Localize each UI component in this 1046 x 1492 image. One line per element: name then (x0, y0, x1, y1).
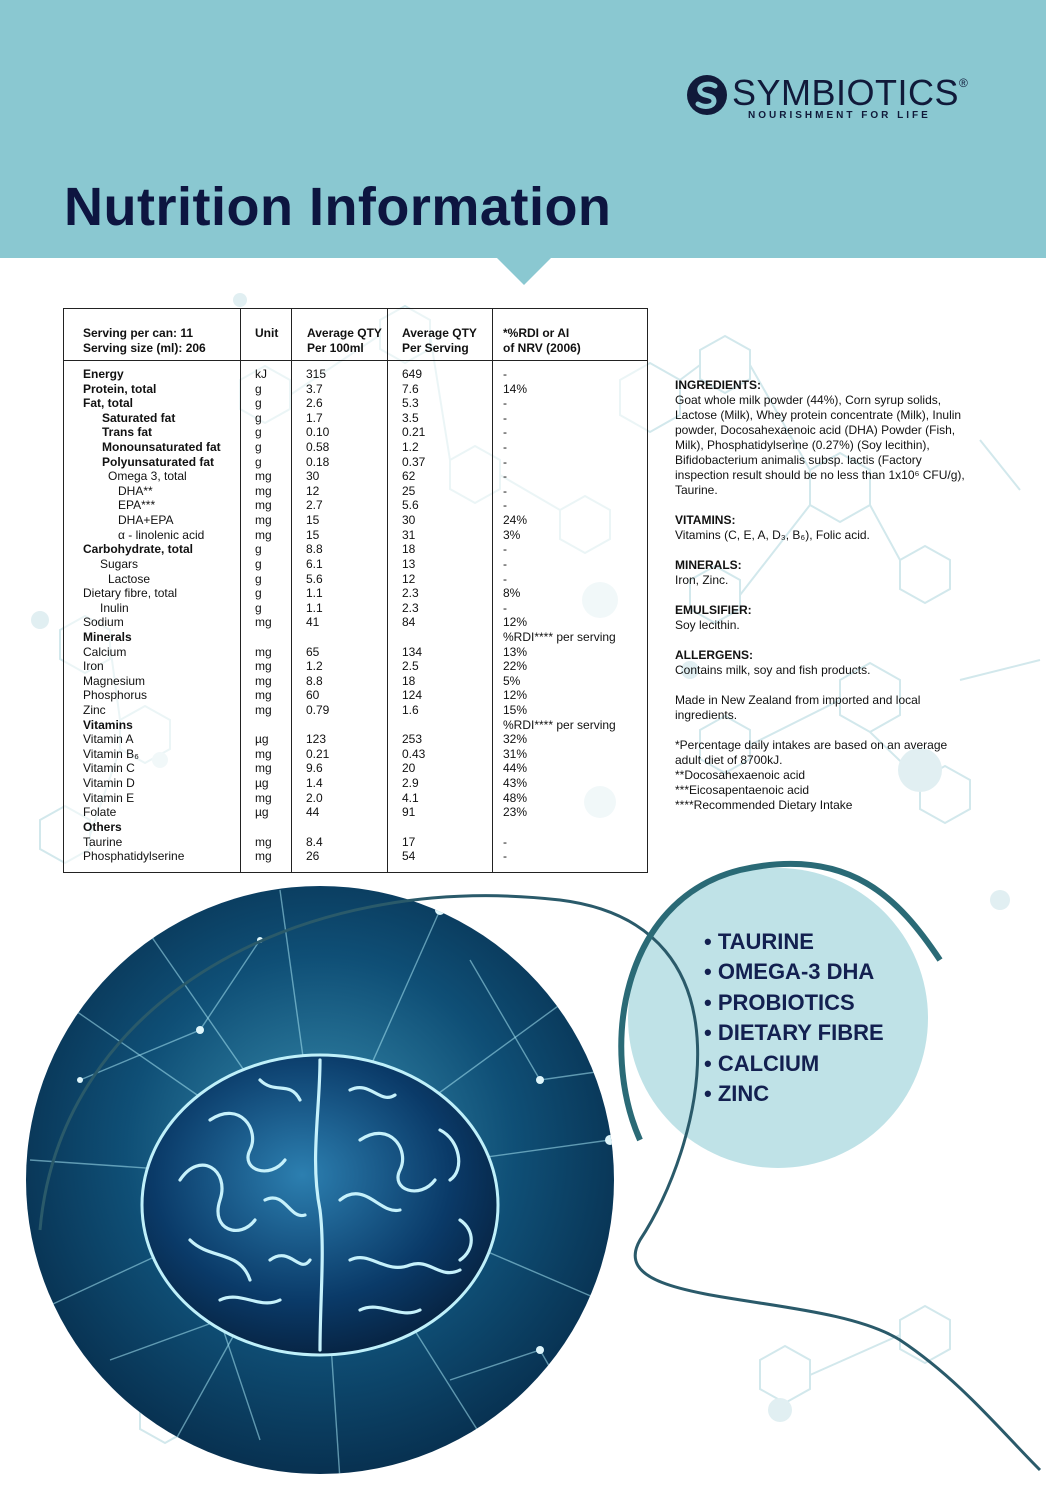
row-per-100ml: 2.6 (306, 396, 323, 411)
row-per-serving: 649 (402, 367, 423, 381)
row-name: Energy (83, 367, 124, 381)
row-per-100ml: 1.7 (306, 410, 323, 425)
table-row (64, 849, 647, 864)
row-per-serving: 84 (402, 615, 416, 630)
row-unit: mg (255, 644, 272, 659)
row-per-100ml: 30 (306, 469, 320, 484)
glowing-brain-neural-network-icon (20, 880, 620, 1480)
row-per-100ml: 2.7 (306, 498, 323, 513)
row-rdi: - (503, 440, 507, 455)
row-per-serving: 0.21 (402, 425, 426, 440)
footnote-epa: ***Eicosapentaenoic acid (675, 783, 810, 797)
row-rdi: 31% (503, 746, 528, 761)
row-per-serving: 1.6 (402, 703, 419, 718)
table-row (64, 440, 647, 455)
serving-size: Serving size (ml): 206 (83, 341, 206, 355)
table-row (64, 776, 647, 791)
row-unit: mg (255, 761, 272, 776)
row-unit: g (255, 586, 262, 601)
row-rdi: 12% (503, 615, 528, 630)
row-unit: g (255, 454, 262, 469)
brand-logo (686, 72, 976, 122)
highlight-item: • DIETARY FIBRE (704, 1018, 884, 1048)
row-per-100ml: 26 (306, 849, 320, 864)
row-per-100ml: 1.2 (306, 659, 323, 674)
row-rdi: 13% (503, 644, 528, 659)
row-name: Inulin (100, 600, 129, 615)
origin-section (675, 693, 975, 723)
row-per-serving: 2.5 (402, 659, 419, 674)
table-row (64, 396, 647, 411)
row-unit: mg (255, 498, 272, 513)
row-per-serving: 2.3 (402, 600, 419, 615)
row-name: Phosphatidylserine (83, 849, 185, 864)
row-name: Vitamin A (83, 732, 134, 747)
table-row (64, 630, 647, 645)
row-rdi: - (503, 454, 507, 469)
row-per-serving: 0.37 (402, 454, 426, 469)
row-rdi: 5% (503, 673, 521, 688)
row-unit: mg (255, 483, 272, 498)
row-per-serving: 7.6 (402, 381, 419, 396)
row-name: Fat, total (83, 396, 133, 411)
row-rdi: 43% (503, 776, 528, 791)
allergens-section (675, 648, 975, 678)
nutrition-table (63, 308, 648, 873)
perserving-header-line1: Average QTY (402, 326, 477, 340)
row-name: Zinc (83, 703, 106, 718)
row-per-serving: 1.2 (402, 440, 419, 455)
ingredients-heading: INGREDIENTS: (675, 378, 762, 392)
minerals-heading: MINERALS: (675, 558, 742, 572)
highlight-item: • PROBIOTICS (704, 988, 884, 1018)
header-divider (64, 360, 647, 361)
table-row (64, 645, 647, 660)
row-rdi: 15% (503, 703, 528, 718)
table-row (64, 455, 647, 470)
row-per-100ml: 0.10 (306, 425, 330, 440)
row-name: Polyunsaturated fat (102, 454, 215, 469)
row-unit: g (255, 410, 262, 425)
row-unit: g (255, 600, 262, 615)
vitamins-section (675, 513, 975, 543)
footnote-rdi-def: ****Recommended Dietary Intake (675, 798, 853, 812)
row-unit: µg (255, 732, 269, 747)
brand-tagline: NOURISHMENT FOR LIFE (748, 110, 931, 121)
row-per-100ml: 15 (306, 513, 320, 528)
row-unit: mg (255, 703, 272, 718)
row-unit: g (255, 440, 262, 455)
per100-header-line1: Average QTY (307, 326, 382, 340)
row-rdi: - (503, 483, 507, 498)
row-name: Taurine (83, 834, 123, 849)
row-per-serving: 30 (402, 513, 416, 528)
table-row (64, 469, 647, 484)
highlight-item: • ZINC (704, 1079, 884, 1109)
vitamins-text: Vitamins (C, E, A, D₃, B₆), Folic acid. (675, 528, 870, 542)
row-per-100ml: 1.1 (306, 586, 323, 601)
table-row (64, 367, 647, 382)
table-row (64, 659, 647, 674)
row-rdi: - (503, 542, 507, 557)
row-per-100ml: 41 (306, 615, 320, 630)
table-row (64, 411, 647, 426)
row-name: Vitamin C (83, 761, 135, 776)
row-name: Carbohydrate, total (83, 542, 194, 557)
row-per-serving: 0.43 (402, 746, 426, 761)
row-per-100ml: 12 (306, 483, 320, 498)
table-row (64, 835, 647, 850)
row-rdi: 23% (503, 805, 528, 820)
row-rdi: - (503, 498, 507, 513)
highlight-item: • OMEGA-3 DHA (704, 957, 884, 987)
row-unit: g (255, 556, 262, 571)
emulsifier-section (675, 603, 975, 633)
row-name: DHA** (118, 483, 153, 498)
row-unit: µg (255, 805, 269, 820)
row-unit: mg (255, 673, 272, 688)
table-row (64, 586, 647, 601)
row-per-100ml: 3.7 (306, 381, 323, 396)
row-per-serving: 13 (402, 556, 416, 571)
table-row (64, 557, 647, 572)
row-unit: mg (255, 659, 272, 674)
table-row (64, 761, 647, 776)
row-per-serving: 62 (402, 469, 416, 484)
row-per-100ml: 0.58 (306, 440, 330, 455)
row-per-serving: 20 (402, 761, 416, 776)
highlight-list (704, 927, 884, 1109)
row-per-100ml: 123 (306, 732, 327, 747)
footnotes (675, 738, 975, 813)
row-per-serving: 4.1 (402, 790, 419, 805)
row-name: Vitamin B₆ (83, 746, 139, 761)
row-per-serving: 3.5 (402, 410, 419, 425)
allergens-text: Contains milk, soy and fish products. (675, 663, 871, 677)
perserving-header-line2: Per Serving (402, 341, 469, 355)
row-rdi: - (503, 396, 507, 411)
row-per-serving: 17 (402, 834, 416, 849)
row-name: Saturated fat (102, 410, 176, 425)
page-title: Nutrition Information (64, 177, 612, 237)
row-name: Others (83, 819, 122, 834)
row-name: α - linolenic acid (118, 527, 205, 542)
row-unit: kJ (255, 367, 267, 381)
table-row (64, 747, 647, 762)
serving-header (83, 326, 206, 356)
row-rdi: 32% (503, 732, 528, 747)
table-row (64, 572, 647, 587)
table-row (64, 615, 647, 630)
row-unit: mg (255, 790, 272, 805)
origin-text: Made in New Zealand from imported and local ingredients. (675, 693, 921, 722)
row-name: Sodium (83, 615, 124, 630)
row-name: Vitamin D (83, 776, 135, 791)
rdi-header-line2: of NRV (2006) (503, 341, 581, 355)
row-name: Calcium (83, 644, 127, 659)
row-rdi: 44% (503, 761, 528, 776)
row-name: Vitamins (83, 717, 133, 732)
row-unit: mg (255, 615, 272, 630)
row-unit: mg (255, 513, 272, 528)
per100-header (307, 326, 382, 356)
row-per-100ml: 0.18 (306, 454, 330, 469)
footnote-rdi: *Percentage daily intakes are based on an average adult diet of 8700kJ. (675, 738, 948, 767)
row-per-serving: 253 (402, 732, 423, 747)
row-name: Minerals (83, 629, 132, 644)
highlight-item: • TAURINE (704, 927, 884, 957)
row-per-100ml: 0.21 (306, 746, 330, 761)
row-name: Protein, total (83, 381, 157, 396)
row-rdi: - (503, 469, 507, 484)
row-rdi: 8% (503, 586, 521, 601)
rdi-header-line1: *%RDI or AI (503, 326, 570, 340)
table-row (64, 703, 647, 718)
product-info (675, 378, 975, 828)
table-row (64, 382, 647, 397)
row-per-100ml: 8.8 (306, 673, 323, 688)
row-unit: mg (255, 834, 272, 849)
row-per-serving: 5.6 (402, 498, 419, 513)
perserving-header (402, 326, 477, 356)
row-name: EPA*** (118, 498, 156, 513)
row-unit: g (255, 425, 262, 440)
row-per-serving: 18 (402, 542, 416, 557)
minerals-text: Iron, Zinc. (675, 573, 729, 587)
row-per-serving: 2.9 (402, 776, 419, 791)
table-row (64, 528, 647, 543)
row-per-serving: 5.3 (402, 396, 419, 411)
row-rdi: 24% (503, 513, 528, 528)
emulsifier-heading: EMULSIFIER: (675, 603, 752, 617)
row-rdi: - (503, 849, 507, 864)
row-unit: mg (255, 746, 272, 761)
rdi-header (503, 326, 581, 356)
row-per-serving: 54 (402, 849, 416, 864)
row-unit: mg (255, 527, 272, 542)
row-per-100ml: 1.4 (306, 776, 323, 791)
table-row (64, 732, 647, 747)
row-per-100ml: 1.1 (306, 600, 323, 615)
row-per-serving: 18 (402, 673, 416, 688)
minerals-section (675, 558, 975, 588)
row-name: Lactose (108, 571, 151, 586)
table-row (64, 674, 647, 689)
row-name: Phosphorus (83, 688, 148, 703)
row-name: Dietary fibre, total (83, 586, 178, 601)
ingredients-text: Goat whole milk powder (44%), Corn syrup solids, Lactose (Milk), Whey protein concentrate (Milk), Inulin powder, Docosahexaenoic acid (DHA) Powder (Fish, Milk), Phosphatidylserine (0.27%) (Soy lecithin), Bifidobacterium animalis subsp. lactis (Factory inspection result should be no less than 1x10⁶ CFU/g), Taurine. (675, 393, 965, 497)
row-unit: µg (255, 776, 269, 791)
row-unit: g (255, 542, 262, 557)
table-body (64, 367, 647, 864)
row-rdi: 22% (503, 659, 528, 674)
table-row (64, 791, 647, 806)
row-unit: mg (255, 849, 272, 864)
per100-header-line2: Per 100ml (307, 341, 364, 355)
row-per-100ml: 65 (306, 644, 320, 659)
row-per-100ml: 60 (306, 688, 320, 703)
row-per-serving: 124 (402, 688, 423, 703)
table-row (64, 820, 647, 835)
serving-per-can: Serving per can: 11 (83, 326, 194, 340)
table-row (64, 513, 647, 528)
row-per-serving: 31 (402, 527, 416, 542)
row-unit: g (255, 396, 262, 411)
row-rdi: 14% (503, 381, 528, 396)
footnote-dha: **Docosahexaenoic acid (675, 768, 806, 782)
ingredients-section (675, 378, 975, 498)
table-row (64, 542, 647, 557)
emulsifier-text: Soy lecithin. (675, 618, 740, 632)
row-rdi: - (503, 834, 507, 849)
row-rdi: - (503, 425, 507, 440)
row-rdi: %RDI**** per serving (503, 629, 616, 644)
row-per-100ml: 6.1 (306, 556, 323, 571)
row-per-100ml: 8.8 (306, 542, 323, 557)
row-rdi: 3% (503, 527, 521, 542)
row-name: Magnesium (83, 673, 146, 688)
row-rdi: - (503, 571, 507, 586)
row-rdi: 12% (503, 688, 528, 703)
row-rdi: %RDI**** per serving (503, 717, 616, 732)
table-row (64, 498, 647, 513)
row-name: Trans fat (102, 425, 153, 440)
row-per-serving: 12 (402, 571, 416, 586)
row-per-100ml: 8.4 (306, 834, 323, 849)
brand-name: SYMBIOTICS® (732, 72, 969, 113)
row-rdi: - (503, 600, 507, 615)
highlight-item: • CALCIUM (704, 1049, 884, 1079)
row-unit: mg (255, 688, 272, 703)
row-per-serving: 134 (402, 644, 423, 659)
row-name: Iron (83, 659, 104, 674)
row-unit: g (255, 381, 262, 396)
row-per-100ml: 5.6 (306, 571, 323, 586)
row-per-serving: 2.3 (402, 586, 419, 601)
row-per-serving: 91 (402, 805, 416, 820)
row-per-100ml: 15 (306, 527, 320, 542)
row-name: Omega 3, total (108, 469, 187, 484)
row-per-100ml: 0.79 (306, 703, 330, 718)
unit-header (255, 326, 278, 341)
table-row (64, 484, 647, 499)
table-row (64, 805, 647, 820)
vitamins-heading: VITAMINS: (675, 513, 736, 527)
table-row (64, 718, 647, 733)
row-rdi: - (503, 410, 507, 425)
row-per-100ml: 2.0 (306, 790, 323, 805)
row-per-serving: 25 (402, 483, 416, 498)
table-row (64, 601, 647, 616)
row-name: Sugars (100, 556, 139, 571)
unit-header-label: Unit (255, 326, 279, 340)
row-unit: mg (255, 469, 272, 484)
table-row (64, 688, 647, 703)
row-name: Monounsaturated fat (102, 440, 221, 455)
row-rdi: 48% (503, 790, 528, 805)
table-row (64, 425, 647, 440)
allergens-heading: ALLERGENS: (675, 648, 753, 662)
row-rdi: - (503, 556, 507, 571)
row-name: DHA+EPA (118, 513, 174, 528)
row-unit: g (255, 571, 262, 586)
row-per-100ml: 315 (306, 367, 327, 381)
row-name: Vitamin E (83, 790, 135, 805)
row-rdi: - (503, 367, 507, 381)
row-per-100ml: 44 (306, 805, 320, 820)
row-name: Folate (83, 805, 117, 820)
row-per-100ml: 9.6 (306, 761, 323, 776)
logo-mark-icon (686, 74, 728, 116)
